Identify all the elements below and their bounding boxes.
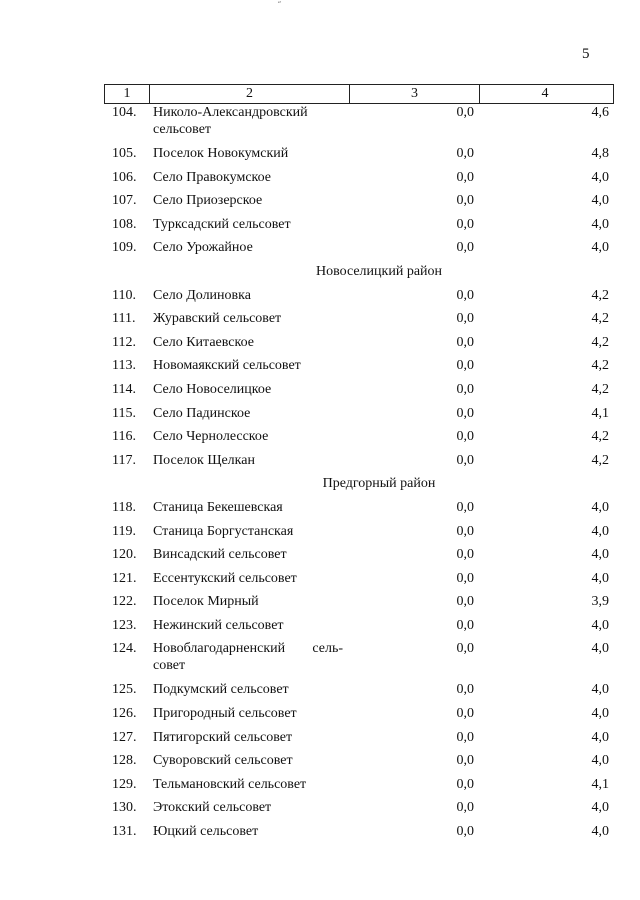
table-row [104,287,614,311]
table-row [104,405,614,429]
table-row [104,239,614,263]
row-name: Юцкий сельсовет [153,824,259,840]
table-row [104,823,614,847]
table-row [104,523,614,547]
row-value-col-4: 4,0 [591,617,609,633]
row-name: Ессентукский сельсовет [153,570,297,586]
table-row [104,546,614,570]
row-name: Тельмановский сельсовет [153,776,307,792]
table-row [104,570,614,594]
row-value-col-3: 0,0 [456,824,474,840]
row-number: 110. [112,287,136,303]
row-value-col-4: 4,0 [591,240,609,256]
table-row [104,705,614,729]
table-row [104,381,614,405]
row-value-col-3: 0,0 [456,381,474,397]
row-name [149,640,354,681]
row-name: Село Чернолесское [153,429,269,445]
row-name: Село Правокумское [153,169,272,185]
row-value-col-3: 0,0 [456,334,474,350]
row-value-col-3: 0,0 [456,706,474,722]
row-value-col-3: 0,0 [456,523,474,539]
row-value-col-3: 0,0 [456,169,474,185]
top-mark: ˝ [278,0,281,10]
row-number: 129. [112,776,137,792]
table-row [104,640,614,681]
row-value-col-4: 4,8 [591,146,609,161]
row-name-line-2: совет [153,658,186,674]
row-number: 120. [112,547,137,563]
row-number: 105. [112,146,137,161]
row-value-col-4: 4,0 [591,216,609,232]
row-name: Станица Бекешевская [153,499,283,515]
row-value-col-4: 4,0 [591,641,609,657]
row-number: 116. [112,429,136,445]
table-body [104,104,614,847]
table-row [104,499,614,523]
row-value-col-3: 0,0 [456,729,474,745]
section-heading: Новоселицкий район [315,263,443,279]
row-name: Новомаякский сельсовет [153,358,301,374]
row-value-col-3: 0,0 [456,287,474,303]
row-value-col-4: 4,2 [591,287,609,303]
row-value-col-4: 4,2 [591,381,609,397]
row-name: Село Приозерское [153,193,263,209]
table-row [104,729,614,753]
row-value-col-3: 0,0 [456,216,474,232]
header-col-3: 3 [350,85,480,103]
row-number: 119. [112,523,136,539]
row-value-col-3: 0,0 [456,405,474,421]
table-row [104,192,614,216]
table-row [104,357,614,381]
row-value-col-4: 4,1 [591,776,609,792]
table-row [104,145,614,169]
row-name: Винсадский сельсовет [153,547,287,563]
table-row [104,752,614,776]
row-value-col-4: 4,0 [591,169,609,185]
row-name: Суворовский сельсовет [153,753,293,769]
data-table [104,84,614,847]
header-col-2: 2 [150,85,350,103]
table-row [104,776,614,800]
row-value-col-4: 4,2 [591,311,609,327]
row-value-col-4: 4,0 [591,753,609,769]
row-name-line-1: Новоблагодарненский сель- [153,641,343,657]
row-value-col-4: 4,2 [591,358,609,374]
row-value-col-3: 0,0 [456,193,474,209]
row-name: Поселок Мирный [153,594,259,610]
row-value-col-4: 4,6 [591,105,609,120]
row-value-col-3: 0,0 [456,594,474,610]
row-value-col-3: 0,0 [456,617,474,633]
row-number: 112. [112,334,136,350]
row-value-col-4: 4,0 [591,729,609,745]
row-value-col-3: 0,0 [456,240,474,256]
row-name: Село Китаевское [153,334,254,350]
row-name: Турксадский сельсовет [153,216,291,232]
row-number: 106. [112,169,137,185]
row-value-col-3: 0,0 [456,753,474,769]
table-row [104,799,614,823]
row-value-col-3: 0,0 [456,570,474,586]
table-row [104,334,614,358]
section-heading: Предгорный район [322,476,436,492]
row-value-col-4: 4,0 [591,193,609,209]
row-number: 125. [112,682,137,698]
row-number: 113. [112,358,136,374]
row-value-col-3: 0,0 [456,641,474,657]
row-number: 128. [112,753,137,769]
row-name: Николо-Александровский сельсовет [153,105,308,137]
row-value-col-4: 4,0 [591,570,609,586]
row-name: Поселок Щелкан [153,452,255,468]
header-col-4: 4 [541,86,549,101]
row-name: Станица Боргустанская [153,523,294,539]
row-name: Поселок Новокумский [153,146,289,161]
row-number: 121. [112,570,137,586]
row-name: Село Урожайное [153,240,253,256]
table-row [104,169,614,193]
header-col-1: 1 [105,85,150,103]
table-row [104,104,614,145]
row-value-col-3: 0,0 [456,146,474,161]
table-row [104,593,614,617]
row-name: Пятигорский сельсовет [153,729,293,745]
row-value-col-3: 0,0 [456,105,474,120]
row-value-col-4: 4,0 [591,547,609,563]
table-row [104,617,614,641]
row-number: 117. [112,452,136,468]
row-value-col-3: 0,0 [456,311,474,327]
row-name: Нежинский сельсовет [153,617,284,633]
table-row [104,452,614,476]
row-value-col-3: 0,0 [456,358,474,374]
row-value-col-4: 3,9 [591,594,609,610]
row-value-col-3: 0,0 [456,452,474,468]
row-number: 131. [112,824,137,840]
row-number: 115. [112,405,136,421]
row-number: 122. [112,594,137,610]
row-name: Этокский сельсовет [153,800,272,816]
row-number: 107. [112,193,137,209]
row-value-col-3: 0,0 [456,776,474,792]
row-number: 124. [112,641,137,657]
row-name: Подкумский сельсовет [153,682,289,698]
row-number: 130. [112,800,137,816]
row-value-col-4: 4,0 [591,800,609,816]
row-value-col-3: 0,0 [456,547,474,563]
row-number: 114. [112,381,136,397]
row-value-col-4: 4,0 [591,824,609,840]
row-value-col-4: 4,2 [591,452,609,468]
row-value-col-4: 4,2 [591,334,609,350]
row-value-col-4: 4,1 [591,405,609,421]
page-number: 5 [582,46,590,62]
row-number: 127. [112,729,137,745]
row-value-col-4: 4,0 [591,499,609,515]
table-row [104,428,614,452]
row-value-col-4: 4,2 [591,429,609,445]
row-value-col-4: 4,0 [591,523,609,539]
row-value-col-3: 0,0 [456,682,474,698]
row-number: 104. [112,105,137,120]
row-value-col-3: 0,0 [456,429,474,445]
row-name: Село Новоселицкое [153,381,272,397]
row-number: 126. [112,706,137,722]
row-value-col-3: 0,0 [456,800,474,816]
row-number: 108. [112,216,137,232]
row-value-col-4: 4,0 [591,706,609,722]
row-number: 109. [112,240,137,256]
row-number: 123. [112,617,137,633]
row-name: Село Долиновка [153,287,251,303]
table-row [104,310,614,334]
row-name: Село Падинское [153,405,251,421]
row-name: Пригородный сельсовет [153,706,297,722]
row-name: Журавский сельсовет [153,311,282,327]
row-number: 118. [112,499,136,515]
row-value-col-4: 4,0 [591,682,609,698]
table-header-row [104,84,614,104]
row-number: 111. [112,311,136,327]
table-row [104,216,614,240]
row-value-col-3: 0,0 [456,499,474,515]
table-row [104,681,614,705]
